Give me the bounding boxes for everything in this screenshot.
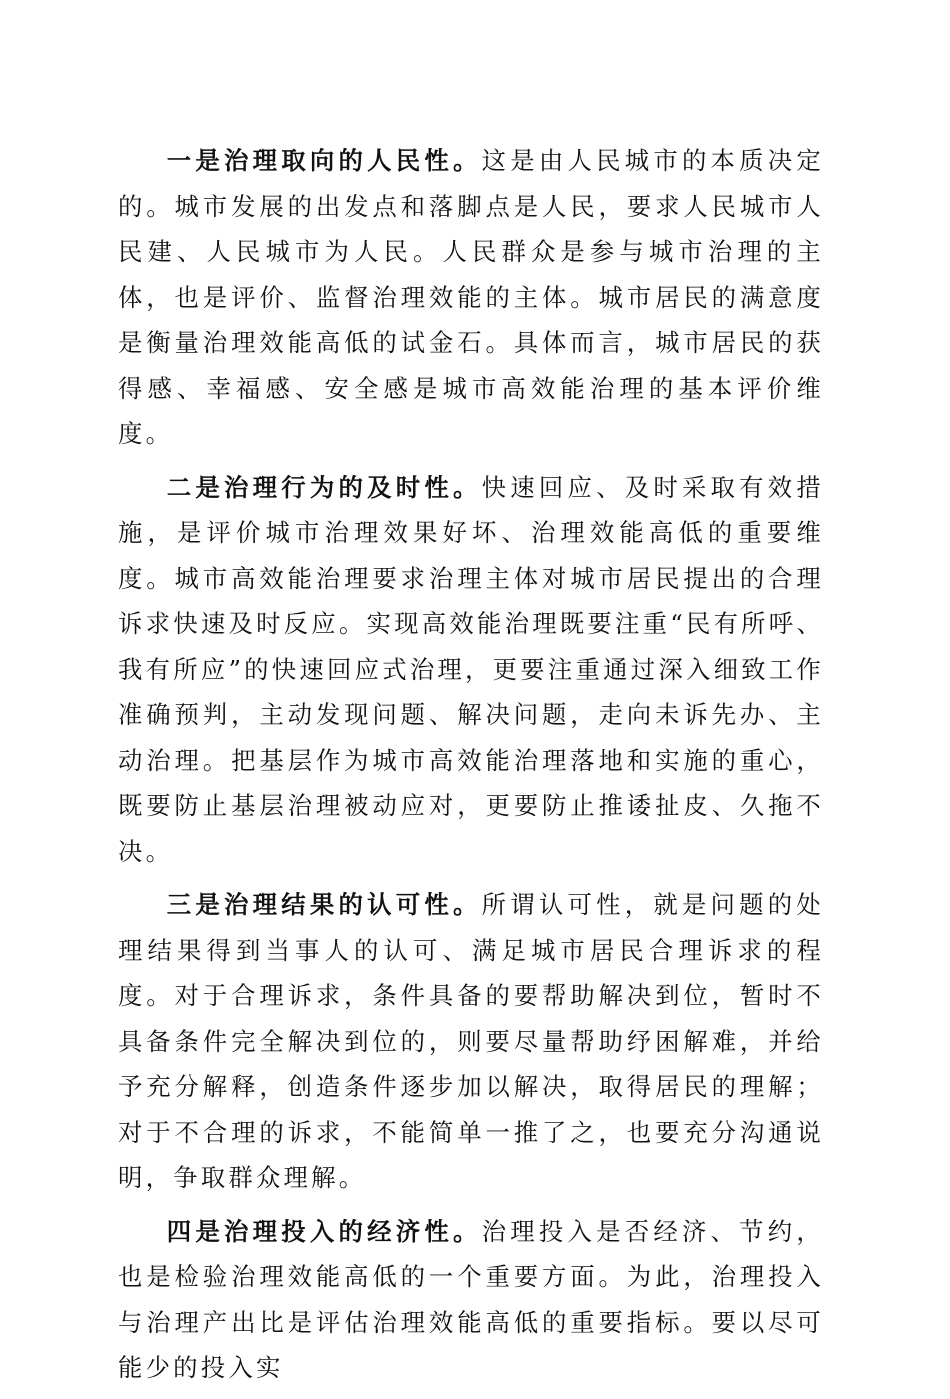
paragraph-text: 这是由人民城市的本质决定的。城市发展的出发点和落脚点是人民，要求人民城市人民建、人民城市为人民。人民群众是参与城市治理的主体，也是评价、监督治理效能的主体。城市居民的满意度是衡量治理效能高低的试金石。具体而言，城市居民的获得感、幸福感、安全感是城市高效能治理的基本评价维度。: [118, 146, 825, 448]
paragraph-heading: 二是治理行为的及时性。: [166, 472, 482, 502]
paragraph-acceptance: [118, 882, 824, 1201]
document-body: [118, 138, 824, 1399]
paragraph-economy: [118, 1209, 824, 1391]
paragraph-text: 治理投入是否经济、节约，也是检验治理效能高低的一个重要方面。为此，治理投入与治理产出比是评估治理效能高低的重要指标。要以尽可能少的投入实: [118, 1216, 825, 1382]
paragraph-timeliness: [118, 465, 824, 875]
paragraph-text: 快速回应、及时采取有效措施，是评价城市治理效果好坏、治理效能高低的重要维度。城市高效能治理要求治理主体对城市居民提出的合理诉求快速及时反应。实现高效能治理既要注重“民有所呼、我有所应”的快速回应式治理，更要注重通过深入细致工作准确预判，主动发现问题、解决问题，走向未诉先办、主动治理。把基层作为城市高效能治理落地和实施的重心，既要防止基层治理被动应对，更要防止推诿扯皮、久拖不决。: [118, 472, 825, 866]
paragraph-people-orientation: [118, 138, 824, 457]
paragraph-heading: 四是治理投入的经济性。: [166, 1216, 482, 1246]
paragraph-text: 所谓认可性，就是问题的处理结果得到当事人的认可、满足城市居民合理诉求的程度。对于合理诉求，条件具备的要帮助解决到位，暂时不具备条件完全解决到位的，则要尽量帮助纾困解难，并给予充分解释，创造条件逐步加以解决，取得居民的理解；对于不合理的诉求，不能简单一推了之，也要充分沟通说明，争取群众理解。: [118, 890, 825, 1192]
paragraph-heading: 三是治理结果的认可性。: [166, 890, 482, 919]
paragraph-heading: 一是治理取向的人民性。: [166, 146, 482, 175]
